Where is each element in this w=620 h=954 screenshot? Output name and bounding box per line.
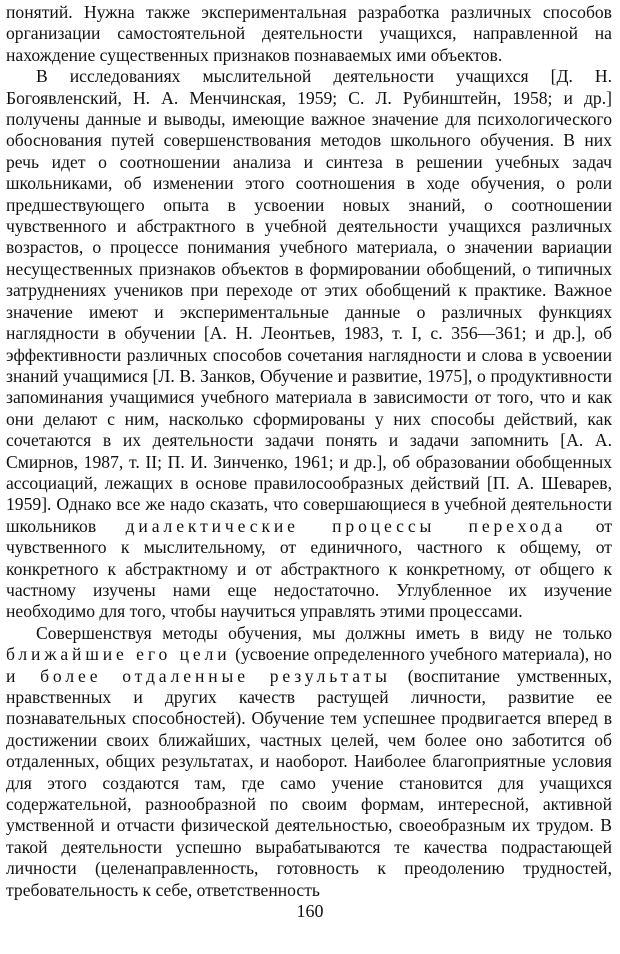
paragraph-2 xyxy=(6,66,612,623)
page-number: 160 xyxy=(296,901,324,921)
paragraph-1 xyxy=(6,2,612,66)
text-segment: В исследованиях мыслительной деятельности учащихся [Д. Н. Богоявленский, Н. А. Менчинская, 1959; С. Л. Рубинштейн, 1958; и др.] получены данные и выводы, имеющие важное значение для психологического обоснования путей совершенствования методов школьного обучения. В них речь идет о соотношении анализа и синтеза в решении учебных задач школьниками, об изменении этого соотношения в ходе обучения, о роли предшествующего опыта в усвоении новых знаний, о соотношении чувственного и абстрактного в учебной деятельности учащихся различных возрастов, о процессе понимания учебного материала, о значении вариации несущественных признаков объектов в формировании обобщений, о типичных затруднениях учеников при переходе от этих обобщений к практике. Важное значение имеют и экспериментальные данные о различных функциях наглядности в обучении [А. Н. Леонтьев, 1983, т. I, с. 356—361; и др.], об эффективности различных способов сочетания наглядности и слова в усвоении знаний учащимися [Л. В. Занков, Обучение и развитие, 1975], о продуктивности запоминания учащимися учебного материала в зависимости от того, что и как они делают с ним, насколько сформированы у них способы действий, как сочетаются в их деятельности задачи понять и задачи запомнить [А. А. Смирнов, 1987, т. II; П. И. Зинченко, 1961; и др.], об образовании обобщенных ассоциаций, лежащих в основе правилосообразных действий [П. А. Шеварев, 1959]. Однако все же надо сказать, что совершающиеся в учебной деятельности школьников xyxy=(6,66,612,536)
spaced-emphasis: и более отдаленные результаты xyxy=(6,665,391,686)
spaced-emphasis: диалектические процессы перехода xyxy=(125,515,567,536)
text-segment: понятий. Нужна также экспериментальная разработка различных способов организации самостоятельной деятельности учащихся, направленной на нахождение существенных признаков познаваемых ими объектов. xyxy=(6,2,612,65)
text-segment: Совершенствуя методы обучения, мы должны иметь в виду не только xyxy=(36,622,612,643)
spaced-emphasis: ближайшие его цели xyxy=(6,644,231,665)
text-segment: (усвоение определенного учебного материала), но xyxy=(230,644,612,665)
text-segment: (воспитание умственных, нравственных и других качеств растущей личности, развитие ее познавательных способностей). Обучение тем успешнее продвигается вперед в достижении своих ближайших, частных целей, чем более оно заботится об отдаленных, общих результатах, и наоборот. Наиболее благоприятные условия для этого создаются там, где само учение становится для учащихся содержательной, разнообразной по своим формам, интересной, активной умственной и отчасти физической деятельностью, своеобразным их трудом. В такой деятельности успешно вырабатываются те качества подрастающей личности (целенаправленность, готовность к преодолению трудностей, требовательность к себе, ответственность xyxy=(6,665,612,900)
text-column xyxy=(6,2,612,901)
text-segment: от чувственного к мыслительному, от единичного, частного к общему, от конкретного к абстрактному и от абстрактного к конкретному, от общего к частному изучены нами еще недостаточно. Углубленное их изучение необходимо для того, чтобы научиться управлять этими процессами. xyxy=(6,515,613,622)
paragraph-3 xyxy=(6,623,612,901)
